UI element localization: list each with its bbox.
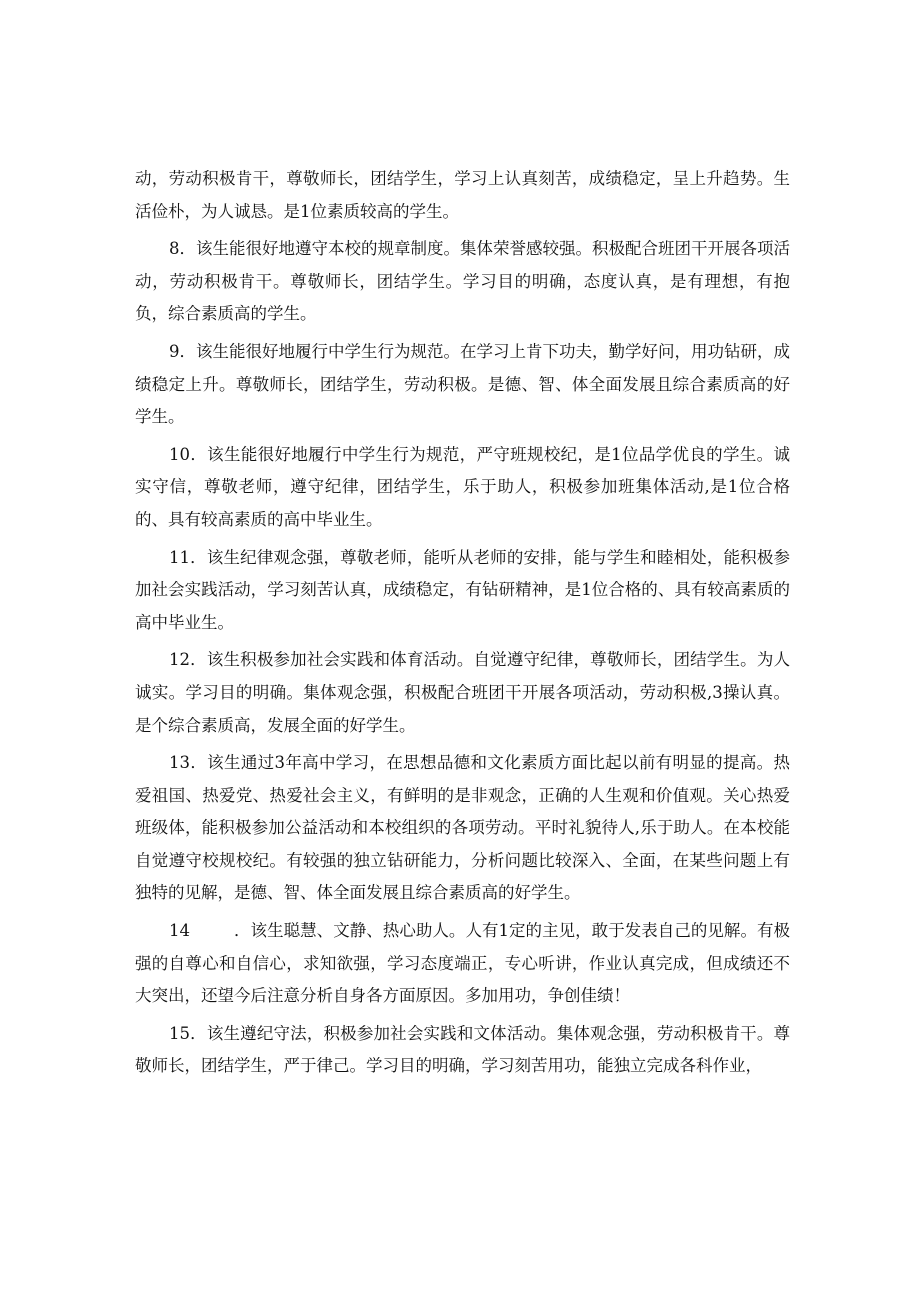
paragraph-text: ．该生遵纪守法，积极参加社会实践和文体活动。集体观念强，劳动积极肯干。尊敬师长，团结学生，严于律己。学习目的明确，学习刻苦用功，能独立完成各科作业，	[135, 1023, 790, 1076]
item-number: 12	[169, 650, 190, 670]
paragraph-item-13	[135, 747, 790, 910]
item-number: 13	[169, 753, 190, 773]
item-number: 14	[169, 921, 190, 941]
paragraph-item-8	[135, 233, 790, 331]
paragraph-item-15	[135, 1018, 790, 1083]
item-number: 10	[169, 444, 190, 464]
paragraph-text: ．该生积极参加社会实践和体育活动。自觉遵守纪律，尊敬师长，团结学生。为人诚实。学习目的明确。集体观念强，积极配合班团干开展各项活动，劳动积极,3操认真。是个综合素质高，发展全面的好学生。	[135, 650, 790, 735]
paragraph-item-11	[135, 542, 790, 640]
item-number: 15	[169, 1023, 190, 1043]
paragraph-item-10	[135, 439, 790, 537]
paragraph-item-14	[135, 915, 790, 1013]
item-number: 8	[169, 239, 180, 259]
paragraph-continuation	[135, 163, 790, 228]
paragraph-text: ．该生纪律观念强，尊敬老师，能听从老师的安排，能与学生和睦相处，能积极参加社会实践活动，学习刻苦认真，成绩稳定，有钻研精神，是1位合格的、具有较高素质的高中毕业生。	[135, 547, 790, 632]
paragraph-text: 动，劳动积极肯干，尊敬师长，团结学生，学习上认真刻苦，成绩稳定，呈上升趋势。生活俭朴，为人诚恳。是1位素质较高的学生。	[135, 169, 790, 221]
paragraph-text: ．该生能很好地遵守本校的规章制度。集体荣誉感较强。积极配合班团干开展各项活动，劳动积极肯干。尊敬师长，团结学生。学习目的明确，态度认真，是有理想，有抱负，综合素质高的学生。	[135, 239, 790, 324]
paragraph-text: ．该生能很好地履行中学生行为规范。在学习上肯下功夫，勤学好问，用功钻研，成绩稳定上升。尊敬师长，团结学生，劳动积极。是德、智、体全面发展且综合素质高的好学生。	[135, 341, 790, 427]
item-number: 9	[169, 341, 180, 361]
document-body	[135, 163, 790, 1088]
paragraph-text: ．该生聪慧、文静、热心助人。人有1定的主见，敢于发表自己的见解。有极强的自尊心和自信心，求知欲强，学习态度端正，专心听讲，作业认真完成，但成绩还不大突出，还望今后注意分析自身各方面原因。多加用功，争创佳绩！	[135, 921, 790, 1006]
paragraph-text: ．该生能很好地履行中学生行为规范，严守班规校纪，是1位品学优良的学生。诚实守信，尊敬老师，遵守纪律，团结学生，乐于助人，积极参加班集体活动,是1位合格的、具有较高素质的高中毕业生。	[135, 444, 790, 529]
paragraph-text: ．该生通过3年高中学习，在思想品德和文化素质方面比起以前有明显的提高。热爱祖国、热爱党、热爱社会主义，有鲜明的是非观念，正确的人生观和价值观。关心热爱班级体，能积极参加公益活动和本校组织的各项劳动。平时礼貌待人,乐于助人。在本校能自觉遵守校规校纪。有较强的独立钻研能力，分析问题比较深入、全面，在某些问题上有独特的见解，是德、智、体全面发展且综合素质高的好学生。	[135, 753, 790, 903]
paragraph-item-12	[135, 644, 790, 742]
item-number: 11	[169, 547, 190, 567]
paragraph-item-9	[135, 336, 790, 434]
